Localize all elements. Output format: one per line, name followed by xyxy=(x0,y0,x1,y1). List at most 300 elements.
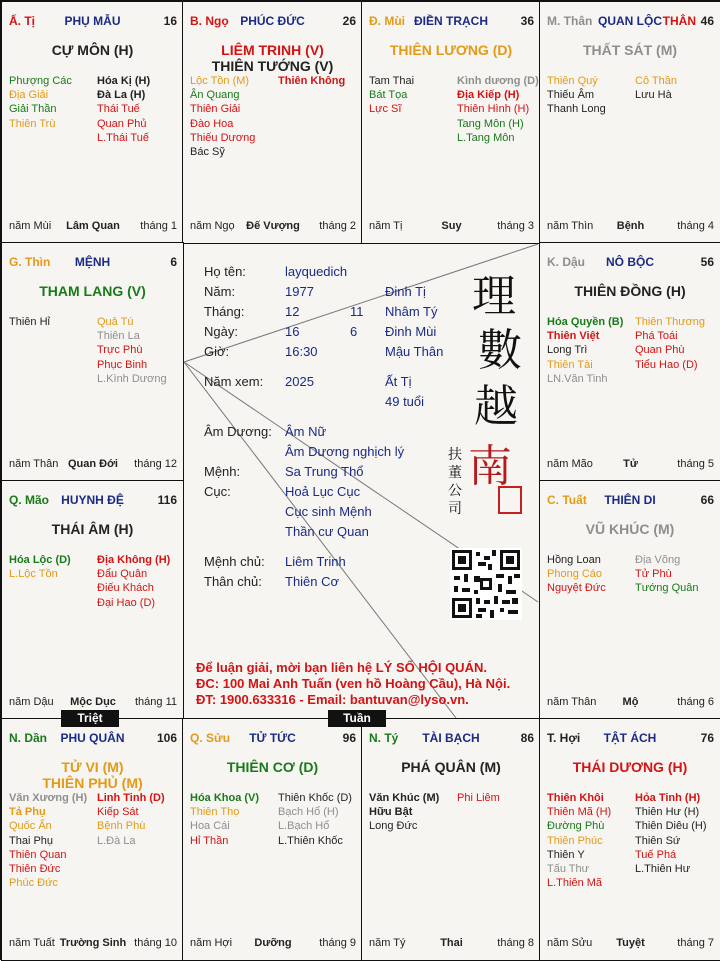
minor-star: Thái Tuế xyxy=(97,103,140,116)
cung-name: PHU QUÂN xyxy=(60,731,125,745)
minor-star: Địa Không (H) xyxy=(97,554,171,566)
minor-star: Tuế Phá xyxy=(635,848,677,861)
minor-star: Thiên Hư (H) xyxy=(635,806,700,819)
truong-sinh: Tử xyxy=(623,458,638,470)
dai-han-number: 56 xyxy=(700,255,714,269)
minor-stars-left xyxy=(9,791,87,890)
palace-footer xyxy=(190,937,356,950)
palace-mui[interactable] xyxy=(361,1,541,244)
truong-sinh: Bệnh xyxy=(616,220,645,232)
minor-star: Thiên Trù xyxy=(9,117,56,130)
minor-star: Thanh Long xyxy=(547,103,606,116)
minor-star: Lực Sĩ xyxy=(369,103,402,116)
minor-star: Quả Tú xyxy=(97,316,134,328)
minor-star: Quan Phù xyxy=(635,344,685,357)
minor-star: Thiên Mã (H) xyxy=(547,806,612,819)
minor-star: Bạch Hổ (H) xyxy=(278,806,339,819)
cung-name: MỆNH xyxy=(74,255,111,269)
minor-star: Thiên Quý xyxy=(547,75,598,87)
main-star: PHÁ QUÂN (M) xyxy=(401,759,501,775)
minor-stars-left xyxy=(9,553,71,581)
tieu-han-year: năm Tị xyxy=(369,220,403,232)
tieu-han-year: năm Thìn xyxy=(547,220,594,232)
palace-header xyxy=(540,14,720,30)
nguyet-han: tháng 8 xyxy=(497,937,534,949)
main-stars xyxy=(2,42,183,58)
seal-char-2: 數 xyxy=(478,325,522,376)
minor-stars-left xyxy=(547,791,611,890)
minor-star: L.Đà La xyxy=(97,834,136,847)
palace-dau[interactable] xyxy=(539,242,720,482)
minor-star: Văn Xương (H) xyxy=(9,792,88,804)
palace-footer xyxy=(9,937,177,950)
minor-stars-left xyxy=(9,74,72,131)
palace-ty[interactable] xyxy=(361,718,541,961)
value-cuc-1: Hoả Lục Cục xyxy=(285,484,361,499)
red-stamp xyxy=(498,486,522,514)
label-am-duong: Âm Dương: xyxy=(204,424,272,439)
minor-stars-right xyxy=(635,553,699,596)
minor-stars-right xyxy=(97,553,170,610)
seal-char-3: 越 xyxy=(474,381,518,432)
tieu-han-year: năm Hợi xyxy=(190,937,233,949)
minor-star: Địa Giải xyxy=(9,89,49,102)
minor-star: Long Trì xyxy=(547,344,588,357)
minor-star: Thiên Y xyxy=(547,848,585,861)
palace-footer xyxy=(9,696,177,709)
main-star: THÁI ÂM (H) xyxy=(51,521,134,537)
value-nam-xem: 2025 xyxy=(285,374,314,389)
minor-star: L.Thiên Hư xyxy=(635,863,691,876)
dai-han-number: 86 xyxy=(520,731,534,745)
dai-han-number: 16 xyxy=(163,14,177,28)
truong-sinh: Tuyệt xyxy=(616,937,645,949)
can-chi: Ấ. Tị xyxy=(9,14,35,28)
minor-star: Thiên Diêu (H) xyxy=(635,820,707,833)
truong-sinh: Quan Đới xyxy=(68,458,118,470)
main-stars xyxy=(540,283,720,299)
minor-star: Hồng Loan xyxy=(547,554,601,566)
can-chi: C. Tuất xyxy=(547,493,587,507)
dai-han-number: 66 xyxy=(700,493,714,507)
minor-stars-right xyxy=(97,74,150,145)
can-chi: Q. Mão xyxy=(9,493,50,507)
tieu-han-year: năm Mùi xyxy=(9,220,52,232)
nguyet-han: tháng 4 xyxy=(677,220,714,232)
tuan-tag: Tuần xyxy=(328,710,386,727)
palace-ngo[interactable] xyxy=(182,1,363,244)
palace-footer xyxy=(369,937,534,950)
minor-stars-left xyxy=(547,315,623,386)
truong-sinh: Đế Vượng xyxy=(246,220,300,232)
minor-star: Quốc Ấn xyxy=(9,820,52,833)
palace-dan[interactable] xyxy=(1,718,184,961)
minor-star: Phi Liêm xyxy=(457,792,500,804)
minor-star: Kiếp Sát xyxy=(97,806,139,819)
value-thang-am: 11 xyxy=(350,304,364,319)
minor-star: Hóa Khoa (V) xyxy=(190,792,260,804)
palace-tuat[interactable] xyxy=(539,480,720,720)
palace-header xyxy=(2,14,183,30)
minor-star: Bác Sỹ xyxy=(190,146,225,159)
minor-star: Phượng Các xyxy=(9,75,72,87)
main-stars xyxy=(183,759,362,775)
nguyet-han: tháng 11 xyxy=(134,696,177,708)
main-star: CỰ MÔN (H) xyxy=(51,42,134,58)
label-than-chu: Thân chủ: xyxy=(204,574,262,589)
minor-star: Tử Phù xyxy=(635,568,672,581)
minor-stars-right xyxy=(635,74,677,102)
palace-header xyxy=(2,731,183,747)
tieu-han-year: năm Dậu xyxy=(9,696,54,708)
dai-han-number: 36 xyxy=(520,14,534,28)
minor-star: Trực Phù xyxy=(97,344,143,357)
palace-footer xyxy=(547,937,714,950)
main-stars xyxy=(2,521,183,537)
contact-line-1: Để luận giải, mời bạn liên hệ LÝ SỐ HỘI QUÁN. xyxy=(196,660,487,675)
nguyet-han: tháng 6 xyxy=(677,696,714,708)
minor-stars-right xyxy=(278,791,352,848)
palace-header xyxy=(540,731,720,747)
minor-star: Tam Thai xyxy=(369,75,415,87)
tieu-han-year: năm Thân xyxy=(547,696,597,708)
minor-star: Tang Môn (H) xyxy=(457,117,524,130)
palace-header xyxy=(540,493,720,509)
seal-sub-4: 司 xyxy=(448,501,462,517)
minor-star: Phục Binh xyxy=(97,358,148,371)
main-stars xyxy=(2,759,183,791)
qr-code-icon[interactable] xyxy=(450,548,522,620)
main-stars xyxy=(183,42,362,74)
minor-star: L.Tang Môn xyxy=(457,131,515,144)
palace-footer xyxy=(547,220,714,233)
seal-sub-3: 公 xyxy=(448,483,462,499)
label-menh: Mệnh: xyxy=(204,464,241,479)
nguyet-han: tháng 9 xyxy=(319,937,356,949)
value-am-duong-1: Âm Nữ xyxy=(285,424,327,439)
palace-header xyxy=(183,14,362,30)
minor-star: Đà La (H) xyxy=(97,89,146,102)
minor-star: Tả Phụ xyxy=(9,806,46,819)
label-ngay: Ngày: xyxy=(204,324,238,339)
minor-star: Địa Võng xyxy=(635,554,681,566)
minor-star: Thiên Đức xyxy=(9,863,61,876)
palace-mao[interactable] xyxy=(1,480,184,720)
tieu-han-year: năm Mão xyxy=(547,458,593,470)
minor-star: Hoa Cái xyxy=(190,820,230,833)
dai-han-number: 26 xyxy=(342,14,356,28)
minor-star: Thiên Không xyxy=(278,75,346,87)
minor-star: Nguyệt Đức xyxy=(547,582,606,595)
main-stars xyxy=(540,759,720,775)
contact-line-2: ĐC: 100 Mai Anh Tuấn (ven hồ Hoàng Cầu), Hà Nội. xyxy=(196,676,511,691)
minor-star: Đường Phù xyxy=(547,820,605,833)
main-star: THIÊN CƠ (D) xyxy=(226,759,319,775)
minor-star: Địa Kiếp (H) xyxy=(457,89,520,102)
truong-sinh: Mộc Dục xyxy=(70,696,116,708)
minor-star: Thiên Tài xyxy=(547,358,593,371)
value-ho-ten: layquedich xyxy=(285,264,348,279)
minor-star: Thiên Sứ xyxy=(635,834,681,847)
can-chi: G. Thìn xyxy=(9,255,51,269)
minor-star: Thiên Khốc (D) xyxy=(278,792,352,804)
label-menh-chu: Mệnh chủ: xyxy=(204,554,265,569)
minor-stars-right xyxy=(97,791,165,848)
tieu-han-year: năm Tý xyxy=(369,937,406,949)
can-chi: N. Tý xyxy=(369,731,399,745)
tieu-han-year: năm Tuất xyxy=(9,937,55,949)
main-stars xyxy=(2,283,183,299)
nguyet-han: tháng 2 xyxy=(319,220,356,232)
value-thang-can: Nhâm Tý xyxy=(385,304,438,319)
minor-star: Đại Hao (D) xyxy=(97,596,156,609)
palace-footer xyxy=(547,458,714,471)
palace-ti[interactable] xyxy=(1,1,184,244)
label-ho-ten: Họ tên: xyxy=(204,264,246,279)
palace-than[interactable] xyxy=(539,1,720,244)
can-chi: M. Thân xyxy=(547,14,593,28)
truong-sinh: Suy xyxy=(441,220,462,232)
cung-name: THIÊN DI xyxy=(604,493,656,507)
label-nam-xem: Năm xem: xyxy=(204,374,264,389)
minor-stars-left xyxy=(190,791,259,848)
seal-sub-2: 董 xyxy=(448,465,462,481)
minor-stars-right xyxy=(278,74,345,88)
main-star: TỬ VI (M) xyxy=(61,759,124,775)
palace-footer xyxy=(9,220,177,233)
minor-star: Hóa Quyền (B) xyxy=(547,316,624,328)
minor-stars-right xyxy=(635,791,707,876)
minor-star: Phúc Đức xyxy=(9,877,58,890)
label-gio: Giờ: xyxy=(204,344,230,359)
minor-star: Hỉ Thần xyxy=(190,834,229,847)
value-gio: 16:30 xyxy=(285,344,318,359)
truong-sinh: Trường Sinh xyxy=(59,937,127,949)
tieu-han-year: năm Ngọ xyxy=(190,220,235,232)
minor-star: Ân Quang xyxy=(190,89,240,102)
minor-stars-right xyxy=(457,74,539,145)
value-am-duong-2: Âm Dương nghịch lý xyxy=(285,444,405,459)
value-ngay-am: 6 xyxy=(350,324,358,339)
label-nam: Năm: xyxy=(204,284,236,299)
main-star: THÁI DƯƠNG (H) xyxy=(572,759,688,775)
minor-stars-left xyxy=(369,791,439,834)
center-info-panel xyxy=(182,242,540,720)
minor-star: Điếu Khách xyxy=(97,582,154,595)
seal-char-4: 南 xyxy=(468,441,512,492)
can-chi: N. Dần xyxy=(9,731,48,745)
minor-star: Cô Thần xyxy=(635,75,677,87)
palace-header xyxy=(2,493,183,509)
tieu-han-year: năm Sửu xyxy=(547,937,593,949)
value-cuc-3: Thần cư Quan xyxy=(285,524,369,539)
tieu-han-year: năm Thân xyxy=(9,458,59,470)
minor-stars-left xyxy=(547,553,606,596)
main-star: THAM LANG (V) xyxy=(39,283,146,299)
label-cuc: Cục: xyxy=(204,484,231,499)
minor-star: Thiên Thọ xyxy=(190,806,240,819)
cung-name: ĐIỀN TRẠCH xyxy=(414,14,488,28)
minor-star: Thiếu Âm xyxy=(547,89,595,102)
seal-char-1: 理 xyxy=(472,271,516,322)
minor-star: L.Thiên Mã xyxy=(547,877,603,890)
minor-stars-left xyxy=(190,74,255,159)
minor-star: Thai Phụ xyxy=(9,834,54,847)
palace-hoi[interactable] xyxy=(539,718,720,961)
can-chi: B. Ngọ xyxy=(190,14,229,28)
cung-name: PHỤ MẪU xyxy=(64,14,121,28)
minor-stars-left xyxy=(547,74,606,117)
minor-star: Long Đức xyxy=(369,820,418,833)
value-than-chu: Thiên Cơ xyxy=(285,574,340,589)
truong-sinh: Mộ xyxy=(622,696,639,708)
minor-star: Quan Phủ xyxy=(97,117,147,130)
minor-star: Hóa Kị (H) xyxy=(97,75,151,87)
value-nam: 1977 xyxy=(285,284,314,299)
minor-star: Kình dương (D) xyxy=(457,75,539,87)
minor-star: Lộc Tồn (M) xyxy=(190,75,250,87)
minor-star: L.Thiên Khốc xyxy=(278,834,343,847)
cung-name: PHÚC ĐỨC xyxy=(240,14,305,28)
nguyet-han: tháng 1 xyxy=(140,220,177,232)
triet-tag: Triệt xyxy=(61,710,119,727)
truong-sinh: Dưỡng xyxy=(254,937,292,949)
minor-star: Đào Hoa xyxy=(190,117,234,130)
minor-stars-right xyxy=(635,315,705,372)
minor-star: Hóa Lộc (D) xyxy=(9,554,71,566)
minor-star: Tiểu Hao (D) xyxy=(635,358,698,371)
minor-star: LN.Văn Tinh xyxy=(547,372,608,385)
palace-footer xyxy=(190,220,356,233)
main-star: VŨ KHÚC (M) xyxy=(585,521,675,537)
value-nam-can: Đinh Tị xyxy=(385,284,426,299)
minor-star: Văn Khúc (M) xyxy=(369,792,440,804)
palace-header xyxy=(362,731,540,747)
minor-star: Đẩu Quân xyxy=(97,568,148,581)
palace-thin[interactable] xyxy=(1,242,184,482)
minor-star: Thiên Phúc xyxy=(547,834,603,847)
value-ngay: 16 xyxy=(285,324,300,339)
main-stars xyxy=(540,42,720,58)
cung-name: TẬT ÁCH xyxy=(603,731,657,745)
minor-star: Thiên La xyxy=(97,330,140,343)
minor-star: Phong Cáo xyxy=(547,568,603,581)
minor-star: Thiên Thương xyxy=(635,316,706,328)
minor-star: Tấu Thư xyxy=(547,863,590,876)
minor-star: L.Thái Tuế xyxy=(97,131,149,144)
can-chi: T. Hợi xyxy=(547,731,581,745)
main-star: LIÊM TRINH (V) xyxy=(221,42,324,58)
main-stars xyxy=(362,42,540,58)
cung-name: NÔ BỘC xyxy=(606,255,654,269)
minor-star: Thiên Quan xyxy=(9,848,67,861)
main-star: THIÊN PHỦ (M) xyxy=(42,775,143,791)
cung-name: TỬ TỨC xyxy=(249,731,296,745)
nguyet-han: tháng 7 xyxy=(677,937,714,949)
cung-name: TÀI BẠCH xyxy=(422,731,480,745)
value-menh: Sa Trung Thổ xyxy=(285,464,364,479)
main-star: THẤT SÁT (M) xyxy=(582,42,678,58)
minor-stars-right xyxy=(97,315,167,386)
truong-sinh: Lâm Quan xyxy=(66,220,120,232)
minor-star: Thiếu Dương xyxy=(190,131,256,144)
dai-han-number: 106 xyxy=(156,731,177,745)
nguyet-han: tháng 12 xyxy=(134,458,177,470)
minor-stars-left xyxy=(369,74,414,117)
seal-sub-1: 扶 xyxy=(448,447,462,463)
dai-han-number: 116 xyxy=(157,493,177,507)
minor-star: Thiên Việt xyxy=(547,330,600,343)
value-nam-xem-can: Ất Tị xyxy=(385,374,412,389)
cung-name: HUYNH ĐỆ xyxy=(61,493,124,507)
dai-han-number: 46 xyxy=(700,14,714,28)
main-star: THIÊN TƯỚNG (V) xyxy=(211,58,334,74)
value-ngay-can: Đinh Mùi xyxy=(385,324,437,339)
value-cuc-2: Cục sinh Mệnh xyxy=(285,504,372,519)
than-marker: THÂN xyxy=(662,14,696,28)
minor-stars-right xyxy=(457,791,500,805)
dai-han-number: 6 xyxy=(170,255,177,269)
palace-header xyxy=(2,255,183,271)
minor-star: Lưu Hà xyxy=(635,89,672,102)
dai-han-number: 96 xyxy=(342,731,356,745)
palace-header xyxy=(183,731,362,747)
value-tuoi: 49 tuổi xyxy=(385,394,425,409)
minor-stars-left xyxy=(9,315,50,329)
palace-footer xyxy=(9,458,177,471)
main-stars xyxy=(362,759,540,775)
minor-star: Tướng Quân xyxy=(635,582,699,595)
main-star: THIÊN ĐỒNG (H) xyxy=(574,283,686,299)
main-stars xyxy=(540,521,720,537)
minor-star: Thiên Khôi xyxy=(547,792,604,804)
minor-star: Bát Tọa xyxy=(369,89,408,102)
palace-suu[interactable] xyxy=(182,718,363,961)
dai-han-number: 76 xyxy=(700,731,714,745)
minor-star: Thiên Hình (H) xyxy=(457,103,530,116)
value-thang: 12 xyxy=(285,304,300,319)
can-chi: Đ. Mùi xyxy=(369,14,405,28)
can-chi: Q. Sửu xyxy=(190,731,231,745)
can-chi: K. Dậu xyxy=(547,255,586,269)
label-thang: Tháng: xyxy=(204,304,245,319)
minor-star: Thiên Hỉ xyxy=(9,316,50,328)
palace-header xyxy=(362,14,540,30)
cung-name: QUAN LỘC xyxy=(598,14,662,28)
nguyet-han: tháng 10 xyxy=(134,937,177,949)
palace-footer xyxy=(547,696,714,709)
minor-star: Linh Tinh (D) xyxy=(97,792,165,804)
value-gio-can: Mậu Thân xyxy=(385,344,444,359)
minor-star: Phá Toái xyxy=(635,330,678,343)
value-menh-chu: Liêm Trinh xyxy=(285,554,346,569)
minor-star: Bệnh Phù xyxy=(97,820,146,833)
nguyet-han: tháng 3 xyxy=(497,220,534,232)
minor-star: Thiên Giải xyxy=(190,103,241,116)
main-star: THIÊN LƯƠNG (D) xyxy=(389,42,513,58)
minor-star: Hữu Bật xyxy=(369,806,413,819)
truong-sinh: Thai xyxy=(440,937,463,949)
minor-star: L.Bạch Hổ xyxy=(278,820,330,833)
palace-header xyxy=(540,255,720,271)
palace-footer xyxy=(369,220,534,233)
nguyet-han: tháng 5 xyxy=(677,458,714,470)
minor-star: Hỏa Tinh (H) xyxy=(635,792,701,804)
contact-line-3: ĐT: 1900.633316 - Email: bantuvan@lyso.vn. xyxy=(196,692,469,707)
minor-star: L.Lộc Tồn xyxy=(9,568,58,581)
minor-star: Giải Thần xyxy=(9,103,57,116)
minor-star: L.Kình Dương xyxy=(97,372,167,385)
